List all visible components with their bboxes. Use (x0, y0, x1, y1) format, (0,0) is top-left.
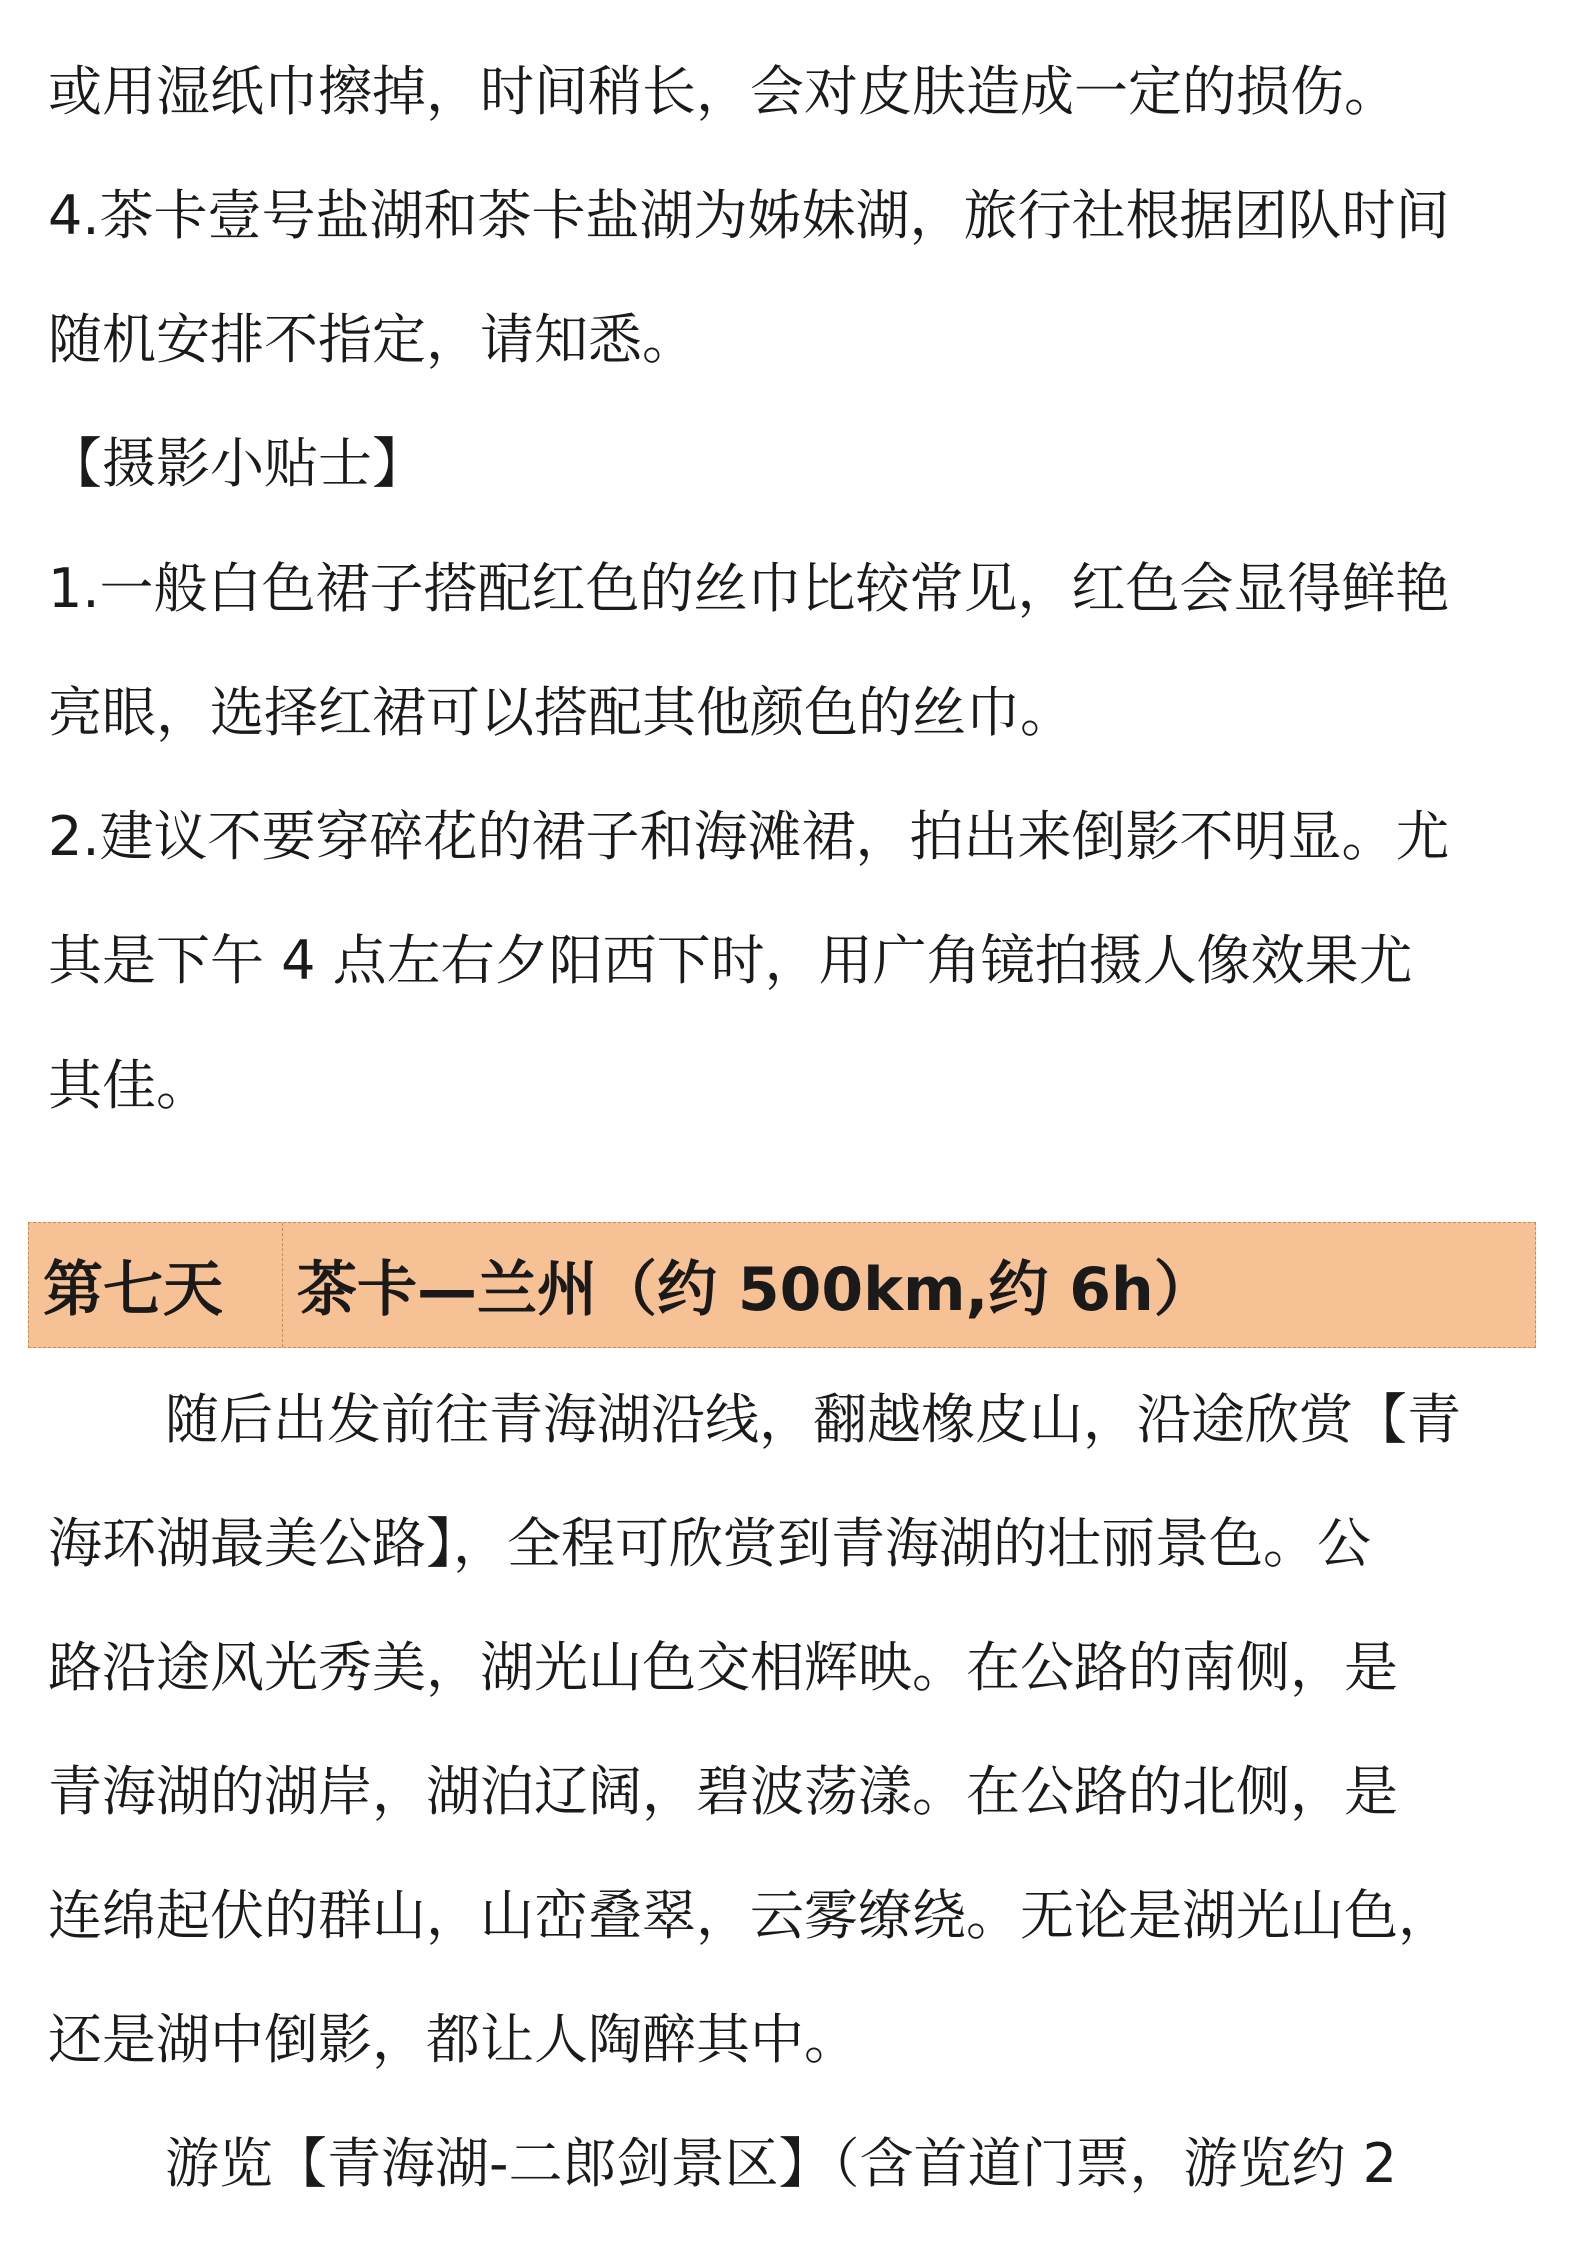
text-line: 路沿途风光秀美，湖光山色交相辉映。在公路的南侧，是 (48, 1636, 1398, 1699)
text-line: 连绵起伏的群山，山峦叠翠，云雾缭绕。无论是湖光山色， (48, 1884, 1452, 1947)
day-label: 第七天 (29, 1223, 283, 1347)
route-label: 茶卡—兰州（约 500km,约 6h） (297, 1255, 1214, 1325)
day-banner (28, 1222, 1536, 1348)
text-line: 亮眼，选择红裙可以搭配其他颜色的丝巾。 (48, 681, 1074, 744)
text-line: 海环湖最美公路】，全程可欣赏到青海湖的壮丽景色。公 (48, 1512, 1371, 1575)
text-line: 2.建议不要穿碎花的裙子和海滩裙，拍出来倒影不明显。尤 (48, 805, 1450, 868)
section-heading: 【摄影小贴士】 (48, 432, 426, 495)
text-line: 4.茶卡壹号盐湖和茶卡盐湖为姊妹湖，旅行社根据团队时间 (48, 184, 1450, 247)
text-line: 游览【青海湖-二郎剑景区】（含首道门票，游览约 2 (165, 2132, 1398, 2195)
text-line: 随机安排不指定，请知悉。 (48, 308, 696, 371)
text-line: 随后出发前往青海湖沿线，翻越橡皮山，沿途欣赏【青 (165, 1388, 1461, 1451)
text-line: 1.一般白色裙子搭配红色的丝巾比较常见，红色会显得鲜艳 (48, 557, 1450, 620)
text-line: 或用湿纸巾擦掉，时间稍长，会对皮肤造成一定的损伤。 (48, 60, 1398, 123)
text-line: 还是湖中倒影，都让人陶醉其中。 (48, 2008, 858, 2071)
text-line: 其是下午 4 点左右夕阳西下时，用广角镜拍摄人像效果尤 (48, 929, 1413, 992)
text-line: 青海湖的湖岸，湖泊辽阔，碧波荡漾。在公路的北侧，是 (48, 1760, 1398, 1823)
text-line: 其佳。 (48, 1054, 210, 1117)
